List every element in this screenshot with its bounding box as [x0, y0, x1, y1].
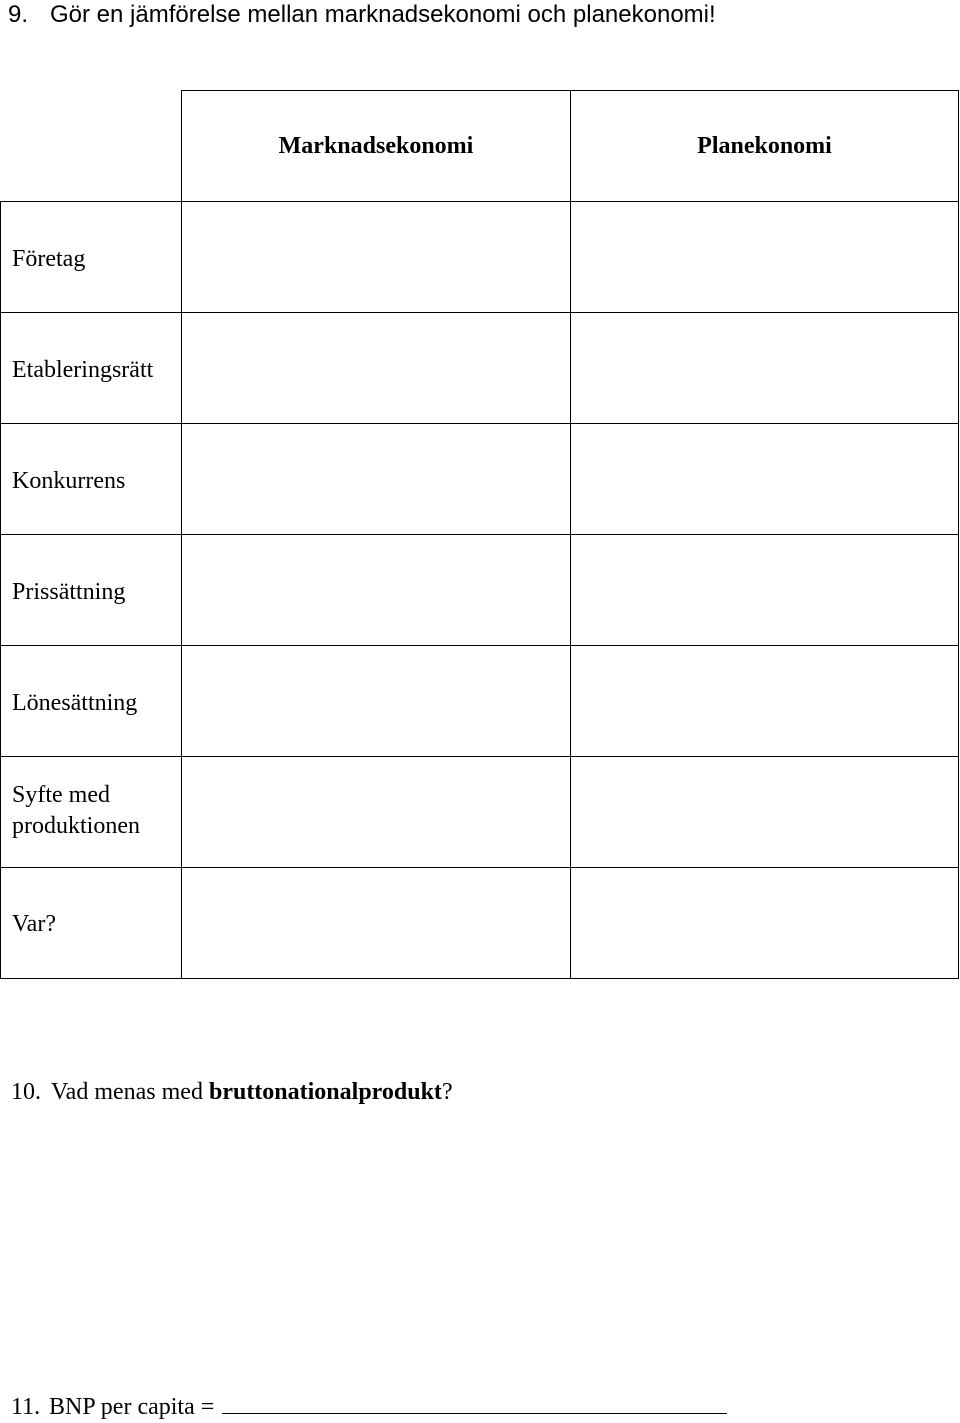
answer-cell[interactable] — [571, 646, 959, 757]
answer-blank-line[interactable] — [222, 1391, 727, 1414]
question-9-text: Gör en jämförelse mellan marknadsekonomi och planekonomi! — [50, 1, 716, 28]
question-11-number: 11. — [11, 1394, 41, 1420]
answer-cell[interactable] — [571, 868, 959, 979]
answer-cell[interactable] — [571, 757, 959, 868]
row-label-syfte-line2: produktionen — [12, 813, 140, 839]
header-marknadsekonomi: Marknadsekonomi — [182, 91, 571, 202]
question-10-text: Vad menas med — [51, 1079, 209, 1105]
comparison-table — [0, 90, 959, 979]
question-10-end: ? — [441, 1079, 453, 1105]
header-planekonomi: Planekonomi — [571, 91, 959, 202]
table-row — [1, 202, 959, 313]
answer-cell[interactable] — [182, 202, 571, 313]
row-label-lonesattning: Lönesättning — [1, 646, 182, 757]
row-label-konkurrens: Konkurrens — [1, 424, 182, 535]
answer-cell[interactable] — [182, 868, 571, 979]
row-label-syfte — [1, 757, 182, 868]
row-label-etableringsratt: Etableringsrätt — [1, 313, 182, 424]
answer-cell[interactable] — [571, 424, 959, 535]
answer-cell[interactable] — [571, 202, 959, 313]
row-label-var: Var? — [1, 868, 182, 979]
table-row — [1, 535, 959, 646]
table-row — [1, 424, 959, 535]
question-9-number: 9. — [8, 1, 29, 28]
table-row — [1, 646, 959, 757]
answer-cell[interactable] — [182, 535, 571, 646]
row-label-foretag: Företag — [1, 202, 182, 313]
table-row — [1, 757, 959, 868]
answer-cell[interactable] — [182, 424, 571, 535]
header-row — [1, 91, 959, 202]
question-10 — [11, 1076, 453, 1108]
table-row — [1, 868, 959, 979]
answer-cell[interactable] — [182, 757, 571, 868]
answer-cell[interactable] — [571, 535, 959, 646]
question-10-number: 10. — [11, 1079, 41, 1105]
row-label-syfte-line1: Syfte med — [12, 782, 110, 808]
answer-cell[interactable] — [571, 313, 959, 424]
question-11 — [11, 1391, 727, 1422]
row-label-prissattning: Prissättning — [1, 535, 182, 646]
corner-cell — [1, 91, 182, 202]
question-11-text: BNP per capita = — [49, 1394, 221, 1420]
table-row — [1, 313, 959, 424]
question-9 — [8, 0, 716, 30]
answer-cell[interactable] — [182, 313, 571, 424]
question-10-bold-term: bruttonationalprodukt — [208, 1079, 442, 1105]
answer-cell[interactable] — [182, 646, 571, 757]
